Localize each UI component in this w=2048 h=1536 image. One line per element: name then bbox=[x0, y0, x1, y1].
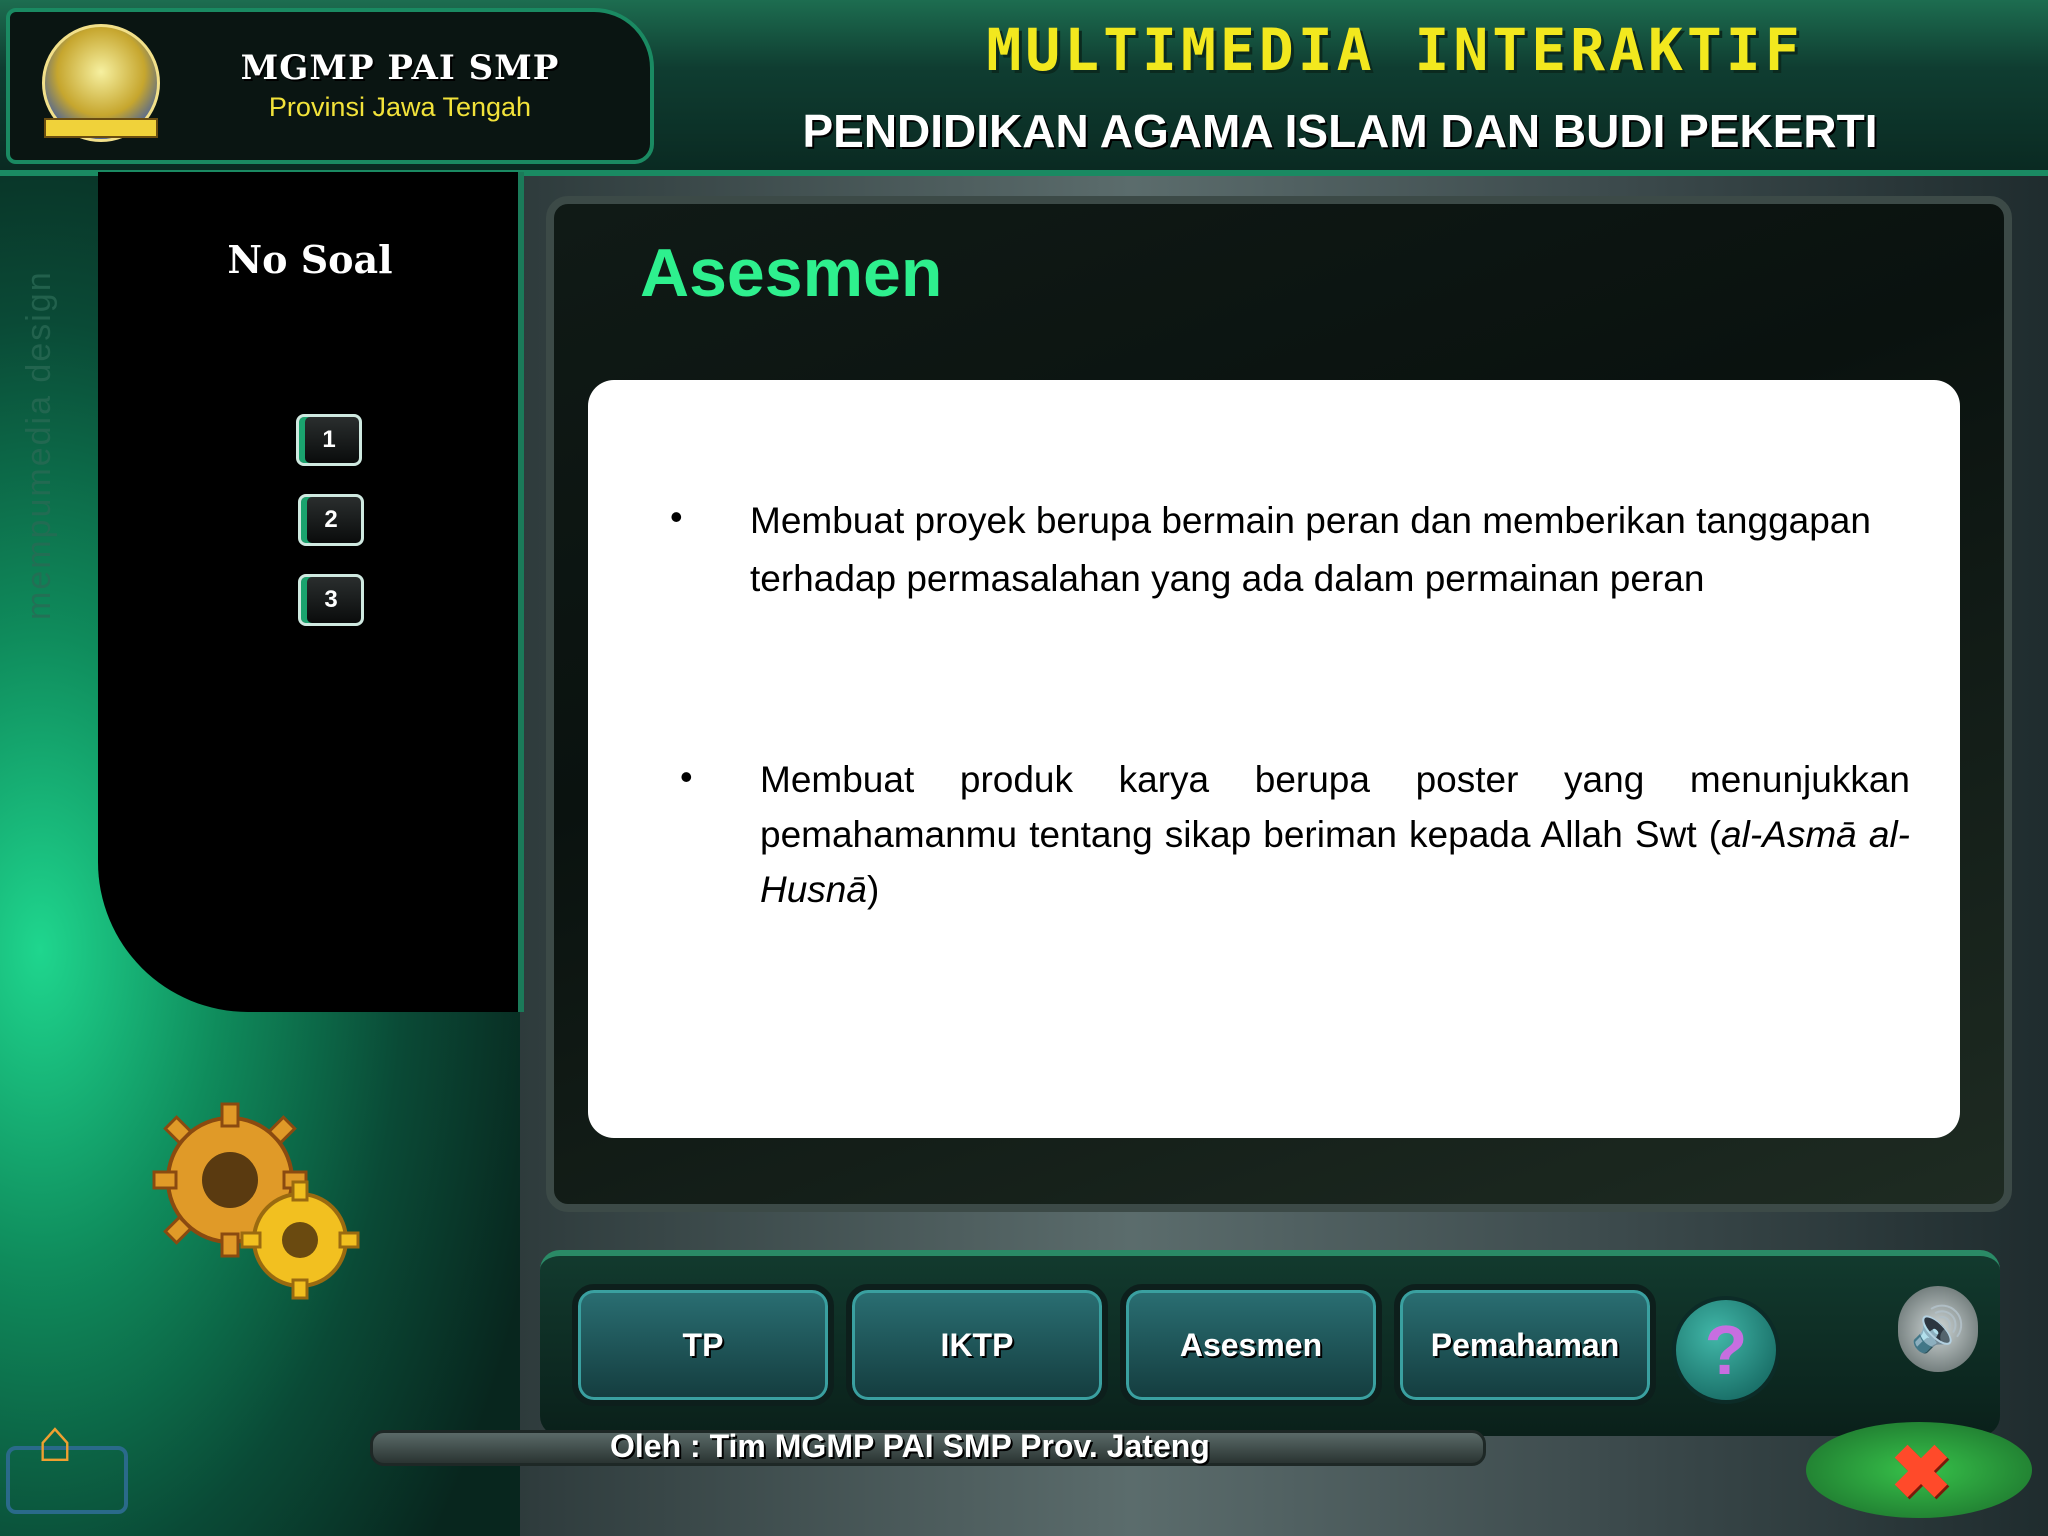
speaker-icon: 🔊 bbox=[1910, 1305, 1966, 1354]
bullet-2: • bbox=[680, 756, 693, 797]
help-button[interactable] bbox=[1672, 1296, 1780, 1404]
speaker-button[interactable] bbox=[1898, 1286, 1978, 1372]
org-subtitle: Provinsi Jawa Tengah bbox=[268, 92, 532, 122]
bullet-1: • bbox=[670, 496, 683, 537]
nav-button-iktp[interactable]: IKTP bbox=[846, 1284, 1108, 1406]
nav-button-asesmen[interactable]: Asesmen bbox=[1120, 1284, 1382, 1406]
assessment-item-2 bbox=[760, 752, 1910, 917]
home-icon: ⌂ bbox=[36, 1406, 74, 1474]
page-title: Asesmen bbox=[640, 235, 943, 311]
logo-banner bbox=[44, 118, 158, 138]
question-button-2[interactable]: 2 bbox=[298, 494, 364, 546]
close-icon: ✖ bbox=[1889, 1431, 1952, 1514]
credit-text: Oleh : Tim MGMP PAI SMP Prov. Jateng bbox=[610, 1428, 1210, 1464]
question-button-1[interactable]: 1 bbox=[296, 414, 362, 466]
watermark-text: mempumedia design bbox=[20, 270, 58, 620]
nav-button-tp[interactable]: TP bbox=[572, 1284, 834, 1406]
assessment-item-2-term: al-Asmā al- Husnā bbox=[760, 814, 1910, 910]
app-title: MULTIMEDIA INTERAKTIF bbox=[986, 16, 1804, 84]
assessment-item-2-text: Membuat produk karya berupa poster yang menunjukkan pemahamanmu tentang sikap beriman kepada Allah Swt ( bbox=[760, 759, 1910, 855]
question-panel-heading: No Soal bbox=[227, 237, 393, 282]
nav-button-pemahaman[interactable]: Pemahaman bbox=[1394, 1284, 1656, 1406]
assessment-item-1: Membuat proyek berupa bermain peran dan memberikan tanggapan terhadap permasalahan yang ada dalam permainan peran bbox=[750, 500, 1871, 599]
gears-decoration bbox=[150, 1100, 370, 1300]
assessment-item-2-end: ) bbox=[866, 869, 880, 910]
home-button[interactable] bbox=[20, 1404, 90, 1476]
close-button[interactable] bbox=[1886, 1431, 1956, 1514]
question-button-3[interactable]: 3 bbox=[298, 574, 364, 626]
app-subtitle: PENDIDIKAN AGAMA ISLAM DAN BUDI PEKERTI bbox=[802, 105, 1878, 157]
question-mark-icon: ? bbox=[1704, 1311, 1748, 1389]
org-name: MGMP PAI SMP bbox=[240, 48, 560, 88]
